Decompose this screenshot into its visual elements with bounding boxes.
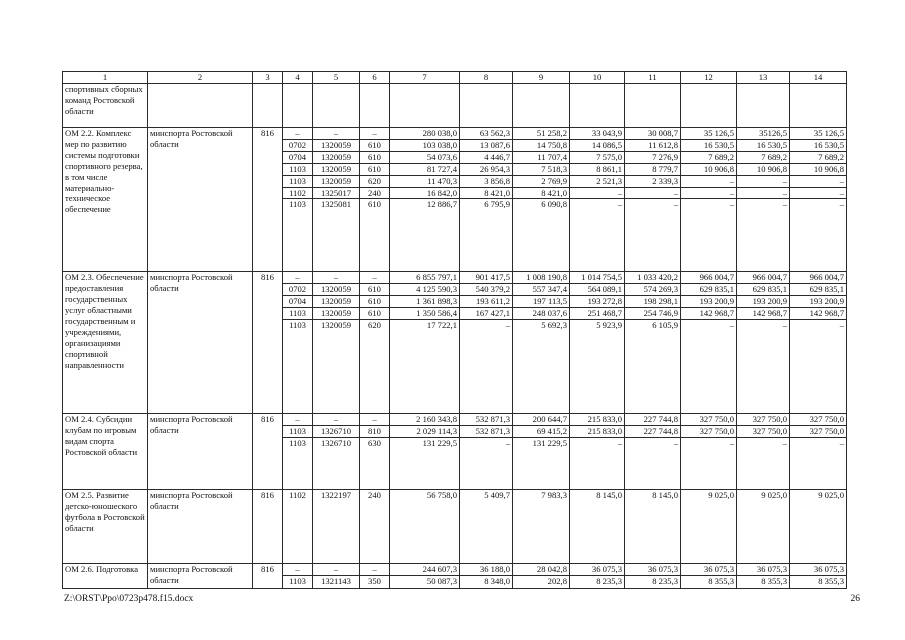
code-cell: 1320059 [313, 139, 360, 151]
column-number-cell: 1 [63, 72, 148, 84]
code-cell: 620 [360, 175, 390, 187]
amount-cell: 244 607,3 [390, 563, 460, 575]
ministry-code: 816 [253, 414, 283, 490]
executor-cell: минспорта Ростовской области [148, 128, 253, 272]
amount-cell: 2 029 114,3 [390, 425, 460, 437]
amount-cell: 11 707,4 [513, 151, 570, 163]
amount-cell: – [737, 187, 790, 199]
amount-cell: 8 861,1 [570, 163, 625, 175]
amount-cell: 8 145,0 [570, 489, 625, 563]
code-cell: 620 [360, 320, 390, 414]
amount-cell: 327 750,0 [681, 414, 737, 426]
code-cell: 810 [360, 425, 390, 437]
column-number-cell: 13 [737, 72, 790, 84]
code-cell: 1103 [283, 425, 313, 437]
code-cell: 610 [360, 284, 390, 296]
code-cell: 610 [360, 151, 390, 163]
amount-cell: 63 562,3 [460, 128, 513, 140]
column-number-cell: 5 [313, 72, 360, 84]
amount-cell: 30 008,7 [625, 128, 681, 140]
amount-cell: 3 856,8 [460, 175, 513, 187]
amount-cell [737, 84, 790, 128]
amount-cell: 197 113,5 [513, 296, 570, 308]
code-cell: 1321143 [313, 575, 360, 588]
amount-cell: – [625, 187, 681, 199]
amount-cell [790, 84, 847, 128]
amount-cell: 227 744,8 [625, 425, 681, 437]
amount-cell: 10 906,8 [737, 163, 790, 175]
amount-cell: 131 229,5 [390, 437, 460, 489]
amount-cell: 54 073,6 [390, 151, 460, 163]
ministry-code [253, 84, 283, 128]
amount-cell: 193 200,9 [790, 296, 847, 308]
amount-cell: 280 038,0 [390, 128, 460, 140]
amount-cell: 2 160 343,8 [390, 414, 460, 426]
amount-cell: 7 575,0 [570, 151, 625, 163]
code-cell: 240 [360, 489, 390, 563]
amount-cell: 966 004,7 [790, 272, 847, 284]
amount-cell: 966 004,7 [681, 272, 737, 284]
column-number-cell: 9 [513, 72, 570, 84]
column-number-cell: 6 [360, 72, 390, 84]
amount-cell: 6 855 797,1 [390, 272, 460, 284]
amount-cell: 7 276,9 [625, 151, 681, 163]
amount-cell: 966 004,7 [737, 272, 790, 284]
code-cell [283, 84, 313, 128]
amount-cell: – [737, 320, 790, 414]
amount-cell: 17 722,1 [390, 320, 460, 414]
measure-name: ОМ 2.2. Комплекс мер по развитию системы подготовки спортивного резерва, в том числе материально-техническое обеспечение [63, 128, 148, 272]
amount-cell: 12 886,7 [390, 199, 460, 272]
table-row [63, 563, 847, 575]
amount-cell: 193 272,8 [570, 296, 625, 308]
code-cell: 1103 [283, 163, 313, 175]
amount-cell: 557 347,4 [513, 284, 570, 296]
amount-cell: 142 968,7 [790, 308, 847, 320]
amount-cell: – [790, 187, 847, 199]
amount-cell: 35 126,5 [790, 128, 847, 140]
amount-cell: 248 037,6 [513, 308, 570, 320]
code-cell: 1325081 [313, 199, 360, 272]
amount-cell: 193 200,9 [681, 296, 737, 308]
amount-cell: 36 075,3 [681, 563, 737, 575]
column-number-cell: 4 [283, 72, 313, 84]
amount-cell: 8 145,0 [625, 489, 681, 563]
measure-name: спортивных сборных команд Ростовской области [63, 84, 148, 128]
amount-cell: – [625, 437, 681, 489]
table-body [63, 72, 847, 589]
code-cell: – [360, 563, 390, 575]
amount-cell: 35 126,5 [681, 128, 737, 140]
column-number-cell: 14 [790, 72, 847, 84]
amount-cell: 8 355,3 [737, 575, 790, 588]
amount-cell: 540 379,2 [460, 284, 513, 296]
amount-cell: 8 779,7 [625, 163, 681, 175]
column-number-cell: 11 [625, 72, 681, 84]
code-cell: 1103 [283, 199, 313, 272]
code-cell: – [360, 414, 390, 426]
amount-cell: 28 042,8 [513, 563, 570, 575]
amount-cell: – [681, 199, 737, 272]
amount-cell: 4 446,7 [460, 151, 513, 163]
amount-cell: 215 833,0 [570, 414, 625, 426]
amount-cell: 81 727,4 [390, 163, 460, 175]
ministry-code: 816 [253, 272, 283, 414]
amount-cell: – [625, 199, 681, 272]
amount-cell: – [737, 437, 790, 489]
amount-cell: 327 750,0 [790, 425, 847, 437]
code-cell: 1320059 [313, 284, 360, 296]
amount-cell: 131 229,5 [513, 437, 570, 489]
amount-cell: – [570, 437, 625, 489]
amount-cell: 6 795,9 [460, 199, 513, 272]
amount-cell: 36 075,3 [625, 563, 681, 575]
amount-cell: 5 923,9 [570, 320, 625, 414]
amount-cell: 69 415,2 [513, 425, 570, 437]
amount-cell: 532 871,3 [460, 414, 513, 426]
amount-cell: 35126,5 [737, 128, 790, 140]
amount-cell: – [681, 437, 737, 489]
amount-cell [625, 84, 681, 128]
amount-cell [513, 84, 570, 128]
amount-cell: 327 750,0 [737, 414, 790, 426]
file-path: Z:\ORST\Ppo\0723p478.f15.docx [64, 594, 194, 604]
code-cell: 1103 [283, 437, 313, 489]
amount-cell: 14 086,5 [570, 139, 625, 151]
code-cell: – [313, 563, 360, 575]
code-cell: 1102 [283, 489, 313, 563]
amount-cell: 14 750,8 [513, 139, 570, 151]
amount-cell: 142 968,7 [681, 308, 737, 320]
amount-cell: – [737, 199, 790, 272]
amount-cell: – [460, 320, 513, 414]
amount-cell [681, 84, 737, 128]
code-cell: 610 [360, 296, 390, 308]
code-cell: 1326710 [313, 437, 360, 489]
amount-cell: 26 954,3 [460, 163, 513, 175]
ministry-code: 816 [253, 563, 283, 588]
amount-cell: 16 530,5 [790, 139, 847, 151]
amount-cell: – [737, 175, 790, 187]
code-cell: 1326710 [313, 425, 360, 437]
column-number-cell: 2 [148, 72, 253, 84]
executor-cell: минспорта Ростовской области [148, 414, 253, 490]
amount-cell: 7 689,2 [681, 151, 737, 163]
budget-table [62, 71, 847, 589]
amount-cell: 103 038,0 [390, 139, 460, 151]
amount-cell: – [681, 320, 737, 414]
amount-cell: 574 269,3 [625, 284, 681, 296]
amount-cell: 51 258,2 [513, 128, 570, 140]
code-cell: 0702 [283, 284, 313, 296]
amount-cell: 1 014 754,5 [570, 272, 625, 284]
code-cell: 1103 [283, 320, 313, 414]
amount-cell: 198 298,1 [625, 296, 681, 308]
amount-cell: 16 842,0 [390, 187, 460, 199]
amount-cell: 10 906,8 [790, 163, 847, 175]
measure-name: ОМ 2.4. Субсидии клубам по игровым видам спорта Ростовской области [63, 414, 148, 490]
amount-cell: 10 906,8 [681, 163, 737, 175]
code-cell: 610 [360, 308, 390, 320]
amount-cell: 11 470,3 [390, 175, 460, 187]
code-cell: 1320059 [313, 175, 360, 187]
code-cell: 610 [360, 199, 390, 272]
column-number-cell: 8 [460, 72, 513, 84]
code-cell: – [313, 128, 360, 140]
amount-cell: 327 750,0 [737, 425, 790, 437]
executor-cell [148, 84, 253, 128]
code-cell: 0702 [283, 139, 313, 151]
amount-cell: 9 025,0 [790, 489, 847, 563]
amount-cell: 901 417,5 [460, 272, 513, 284]
code-cell: 1103 [283, 575, 313, 588]
amount-cell: 532 871,3 [460, 425, 513, 437]
amount-cell [460, 84, 513, 128]
code-cell: 350 [360, 575, 390, 588]
amount-cell: 193 200,9 [737, 296, 790, 308]
amount-cell: 8 355,3 [790, 575, 847, 588]
amount-cell: 7 518,3 [513, 163, 570, 175]
amount-cell: 1 350 586,4 [390, 308, 460, 320]
amount-cell: 33 043,9 [570, 128, 625, 140]
amount-cell: – [570, 199, 625, 272]
amount-cell: 6 105,9 [625, 320, 681, 414]
amount-cell: – [790, 175, 847, 187]
code-cell [360, 84, 390, 128]
amount-cell: 8 355,3 [681, 575, 737, 588]
table-row [63, 128, 847, 140]
amount-cell [390, 84, 460, 128]
column-number-cell: 7 [390, 72, 460, 84]
amount-cell: – [460, 437, 513, 489]
column-number-row [63, 72, 847, 84]
amount-cell: 8 421,0 [460, 187, 513, 199]
amount-cell: 254 746,9 [625, 308, 681, 320]
amount-cell: 11 612,8 [625, 139, 681, 151]
code-cell: – [360, 272, 390, 284]
amount-cell: 56 758,0 [390, 489, 460, 563]
code-cell [313, 84, 360, 128]
amount-cell: 1 361 898,3 [390, 296, 460, 308]
table-row [63, 414, 847, 426]
amount-cell: 13 087,6 [460, 139, 513, 151]
code-cell: 1322197 [313, 489, 360, 563]
code-cell: 610 [360, 163, 390, 175]
amount-cell: 7 689,2 [737, 151, 790, 163]
amount-cell: 167 427,1 [460, 308, 513, 320]
amount-cell: 200 644,7 [513, 414, 570, 426]
code-cell: – [283, 563, 313, 575]
amount-cell: 1 008 190,8 [513, 272, 570, 284]
code-cell: 1320059 [313, 308, 360, 320]
page-number: 26 [850, 594, 860, 604]
amount-cell: 8 348,0 [460, 575, 513, 588]
code-cell: 1325017 [313, 187, 360, 199]
amount-cell: 9 025,0 [681, 489, 737, 563]
amount-cell: 327 750,0 [681, 425, 737, 437]
code-cell: 630 [360, 437, 390, 489]
code-cell: – [283, 128, 313, 140]
amount-cell: 564 089,1 [570, 284, 625, 296]
code-cell: 1103 [283, 308, 313, 320]
amount-cell: 5 692,3 [513, 320, 570, 414]
amount-cell: 7 983,3 [513, 489, 570, 563]
amount-cell: 4 125 590,3 [390, 284, 460, 296]
code-cell: 0704 [283, 151, 313, 163]
amount-cell: 629 835,1 [681, 284, 737, 296]
code-cell: 1102 [283, 187, 313, 199]
amount-cell: – [681, 187, 737, 199]
measure-name: ОМ 2.6. Подготовка [63, 563, 148, 588]
amount-cell: 7 689,2 [790, 151, 847, 163]
amount-cell: 8 421,0 [513, 187, 570, 199]
amount-cell: 16 530,5 [681, 139, 737, 151]
table-row [63, 489, 847, 563]
code-cell: – [283, 414, 313, 426]
amount-cell: 36 075,3 [737, 563, 790, 575]
amount-cell: – [790, 437, 847, 489]
amount-cell [570, 84, 625, 128]
amount-cell: – [790, 199, 847, 272]
code-cell: 0704 [283, 296, 313, 308]
code-cell: 1103 [283, 175, 313, 187]
code-cell: 1320059 [313, 296, 360, 308]
table-row [63, 84, 847, 128]
column-number-cell: 10 [570, 72, 625, 84]
amount-cell: 629 835,1 [790, 284, 847, 296]
code-cell: – [313, 272, 360, 284]
measure-name: ОМ 2.5. Развитие детско-юношеского футбола в Ростовской области [63, 489, 148, 563]
ministry-code: 816 [253, 128, 283, 272]
amount-cell: 629 835,1 [737, 284, 790, 296]
amount-cell: 327 750,0 [790, 414, 847, 426]
code-cell: 240 [360, 187, 390, 199]
amount-cell: 142 968,7 [737, 308, 790, 320]
column-number-cell: 12 [681, 72, 737, 84]
amount-cell: 9 025,0 [737, 489, 790, 563]
amount-cell: – [570, 187, 625, 199]
amount-cell: 8 235,3 [625, 575, 681, 588]
amount-cell: 1 033 420,2 [625, 272, 681, 284]
amount-cell: 6 090,8 [513, 199, 570, 272]
code-cell: 1320059 [313, 151, 360, 163]
column-number-cell: 3 [253, 72, 283, 84]
amount-cell: 193 611,2 [460, 296, 513, 308]
amount-cell: 2 339,3 [625, 175, 681, 187]
amount-cell: 16 530,5 [737, 139, 790, 151]
code-cell: – [313, 414, 360, 426]
amount-cell: – [681, 175, 737, 187]
code-cell: 1320059 [313, 320, 360, 414]
amount-cell: 2 769,9 [513, 175, 570, 187]
code-cell: – [283, 272, 313, 284]
amount-cell: 251 468,7 [570, 308, 625, 320]
executor-cell: минспорта Ростовской области [148, 489, 253, 563]
amount-cell: 50 087,3 [390, 575, 460, 588]
code-cell: 1320059 [313, 163, 360, 175]
executor-cell: минспорта Ростовской области [148, 272, 253, 414]
code-cell: 610 [360, 139, 390, 151]
code-cell: – [360, 128, 390, 140]
executor-cell: минспорта Ростовской области [148, 563, 253, 588]
amount-cell: 36 075,3 [570, 563, 625, 575]
measure-name: ОМ 2.3. Обеспечение предоставления государственных услуг областными государственным и учреждениями, организациями спортивной направленности [63, 272, 148, 414]
amount-cell: 215 833,0 [570, 425, 625, 437]
amount-cell: 202,8 [513, 575, 570, 588]
amount-cell: 36 188,0 [460, 563, 513, 575]
amount-cell: 36 075,3 [790, 563, 847, 575]
ministry-code: 816 [253, 489, 283, 563]
amount-cell: 227 744,8 [625, 414, 681, 426]
amount-cell: 5 409,7 [460, 489, 513, 563]
amount-cell: 2 521,3 [570, 175, 625, 187]
amount-cell: 8 235,3 [570, 575, 625, 588]
table-row [63, 272, 847, 284]
amount-cell: – [790, 320, 847, 414]
